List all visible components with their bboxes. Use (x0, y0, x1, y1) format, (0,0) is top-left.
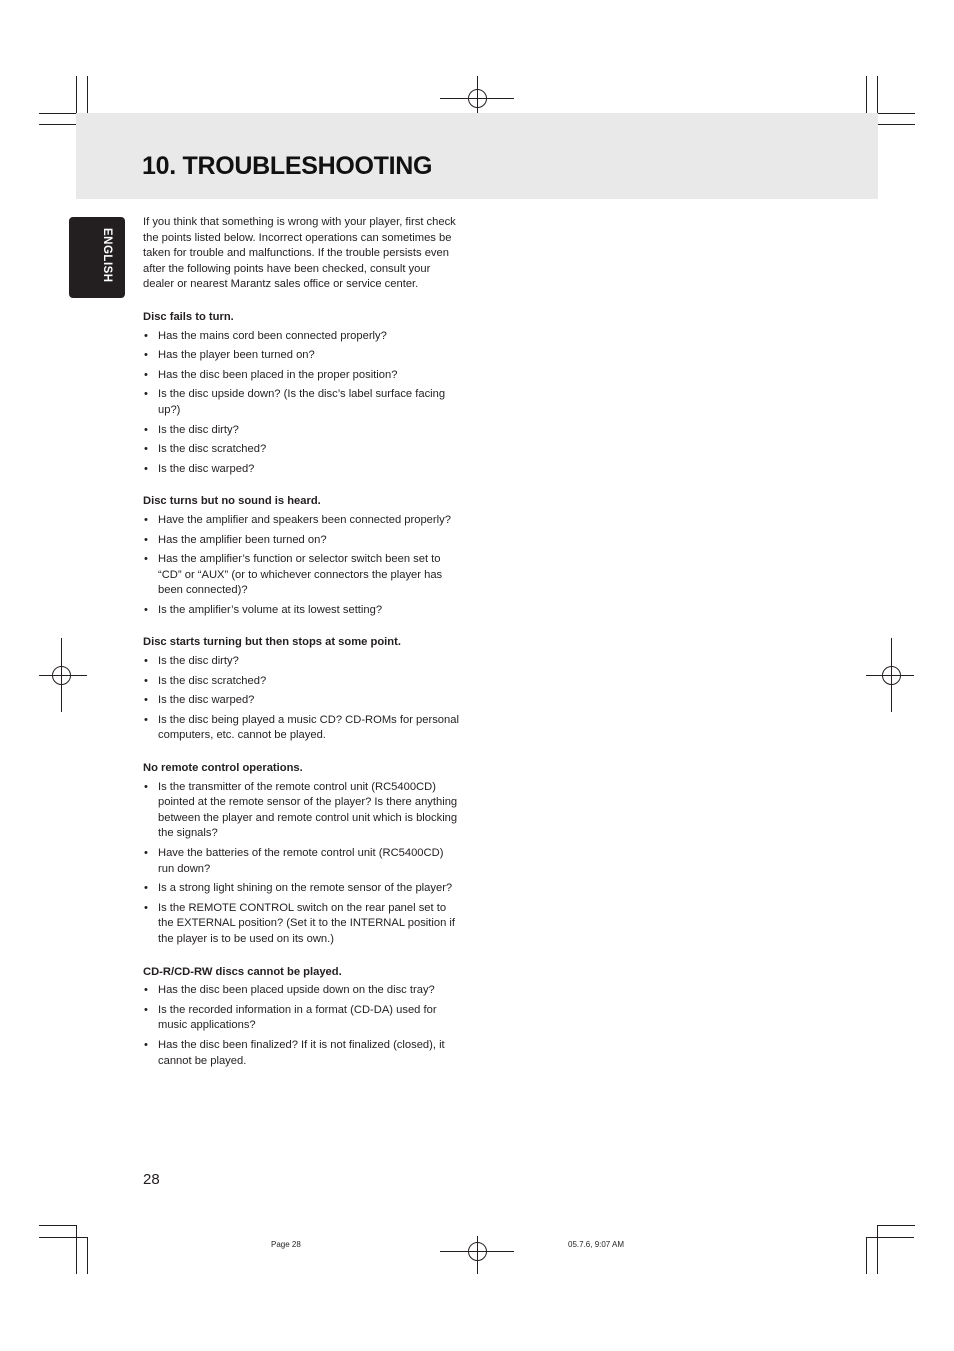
checklist-item: • Is the disc warped? (143, 693, 461, 709)
checklist-item: • Is the recorded information in a format (CD-DA) used for music applications? (143, 1003, 461, 1034)
checklist-item: • Is the REMOTE CONTROL switch on the rear panel set to the EXTERNAL position? (Set it to the INTERNAL position if the player is to be used on its own.) (143, 901, 461, 948)
checklist-item: • Has the amplifier’s function or selector switch been set to “CD” or “AUX” (or to whichever connectors the player has been connected)? (143, 552, 461, 599)
checklist-item: • Has the disc been placed in the proper position? (143, 368, 461, 384)
section-heading: Disc fails to turn. (143, 310, 234, 323)
checklist-item: • Is the amplifier’s volume at its lowest setting? (143, 603, 461, 619)
checklist-item: • Is the transmitter of the remote control unit (RC5400CD) pointed at the remote sensor of the player? Is there anything between the player and remote control unit which is blocking the signals? (143, 780, 461, 842)
footer-page-label: Page 28 (271, 1240, 301, 1249)
checklist-item: • Has the disc been placed upside down on the disc tray? (143, 983, 461, 999)
sections-container (143, 310, 461, 1069)
section-heading: Disc turns but no sound is heard. (143, 495, 321, 508)
checklist-item: • Is the disc being played a music CD? CD-ROMs for personal computers, etc. cannot be played. (143, 713, 461, 744)
language-tab-label: ENGLISH (101, 228, 113, 283)
checklist-item: • Has the disc been finalized? If it is not finalized (closed), it cannot be played. (143, 1038, 461, 1069)
checklist (143, 329, 461, 478)
checklist-item: • Has the amplifier been turned on? (143, 533, 461, 549)
page-number: 28 (143, 1171, 160, 1188)
checklist-item: • Is the disc dirty? (143, 423, 461, 439)
checklist-item: • Is a strong light shining on the remote sensor of the player? (143, 881, 461, 897)
checklist (143, 654, 461, 744)
checklist-item: • Have the batteries of the remote control unit (RC5400CD) run down? (143, 846, 461, 877)
section-heading: CD-R/CD-RW discs cannot be played. (143, 965, 342, 978)
section-heading: No remote control operations. (143, 762, 303, 775)
checklist (143, 780, 461, 948)
checklist-item: • Is the disc scratched? (143, 674, 461, 690)
intro-paragraph: If you think that something is wrong with your player, first check the points listed below. Incorrect operations can sometimes be taken for trouble and malfunctions. If the trouble persists even after the following points have been checked, consult your dealer or nearest Marantz sales office or service center. (143, 216, 456, 291)
checklist-item: • Have the amplifier and speakers been connected properly? (143, 513, 461, 529)
checklist-item: • Is the disc dirty? (143, 654, 461, 670)
checklist-item: • Is the disc scratched? (143, 442, 461, 458)
checklist-item: • Is the disc warped? (143, 462, 461, 478)
checklist-item: • Is the disc upside down? (Is the disc’s label surface facing up?) (143, 387, 461, 418)
section-heading: Disc starts turning but then stops at some point. (143, 636, 401, 649)
checklist-item: • Has the mains cord been connected properly? (143, 329, 461, 345)
checklist (143, 983, 461, 1069)
checklist-item: • Has the player been turned on? (143, 348, 461, 364)
page-title: 10. TROUBLESHOOTING (142, 152, 433, 180)
footer-timestamp: 05.7.6, 9:07 AM (568, 1240, 625, 1249)
troubleshooting-content (143, 215, 461, 1086)
checklist (143, 513, 461, 619)
